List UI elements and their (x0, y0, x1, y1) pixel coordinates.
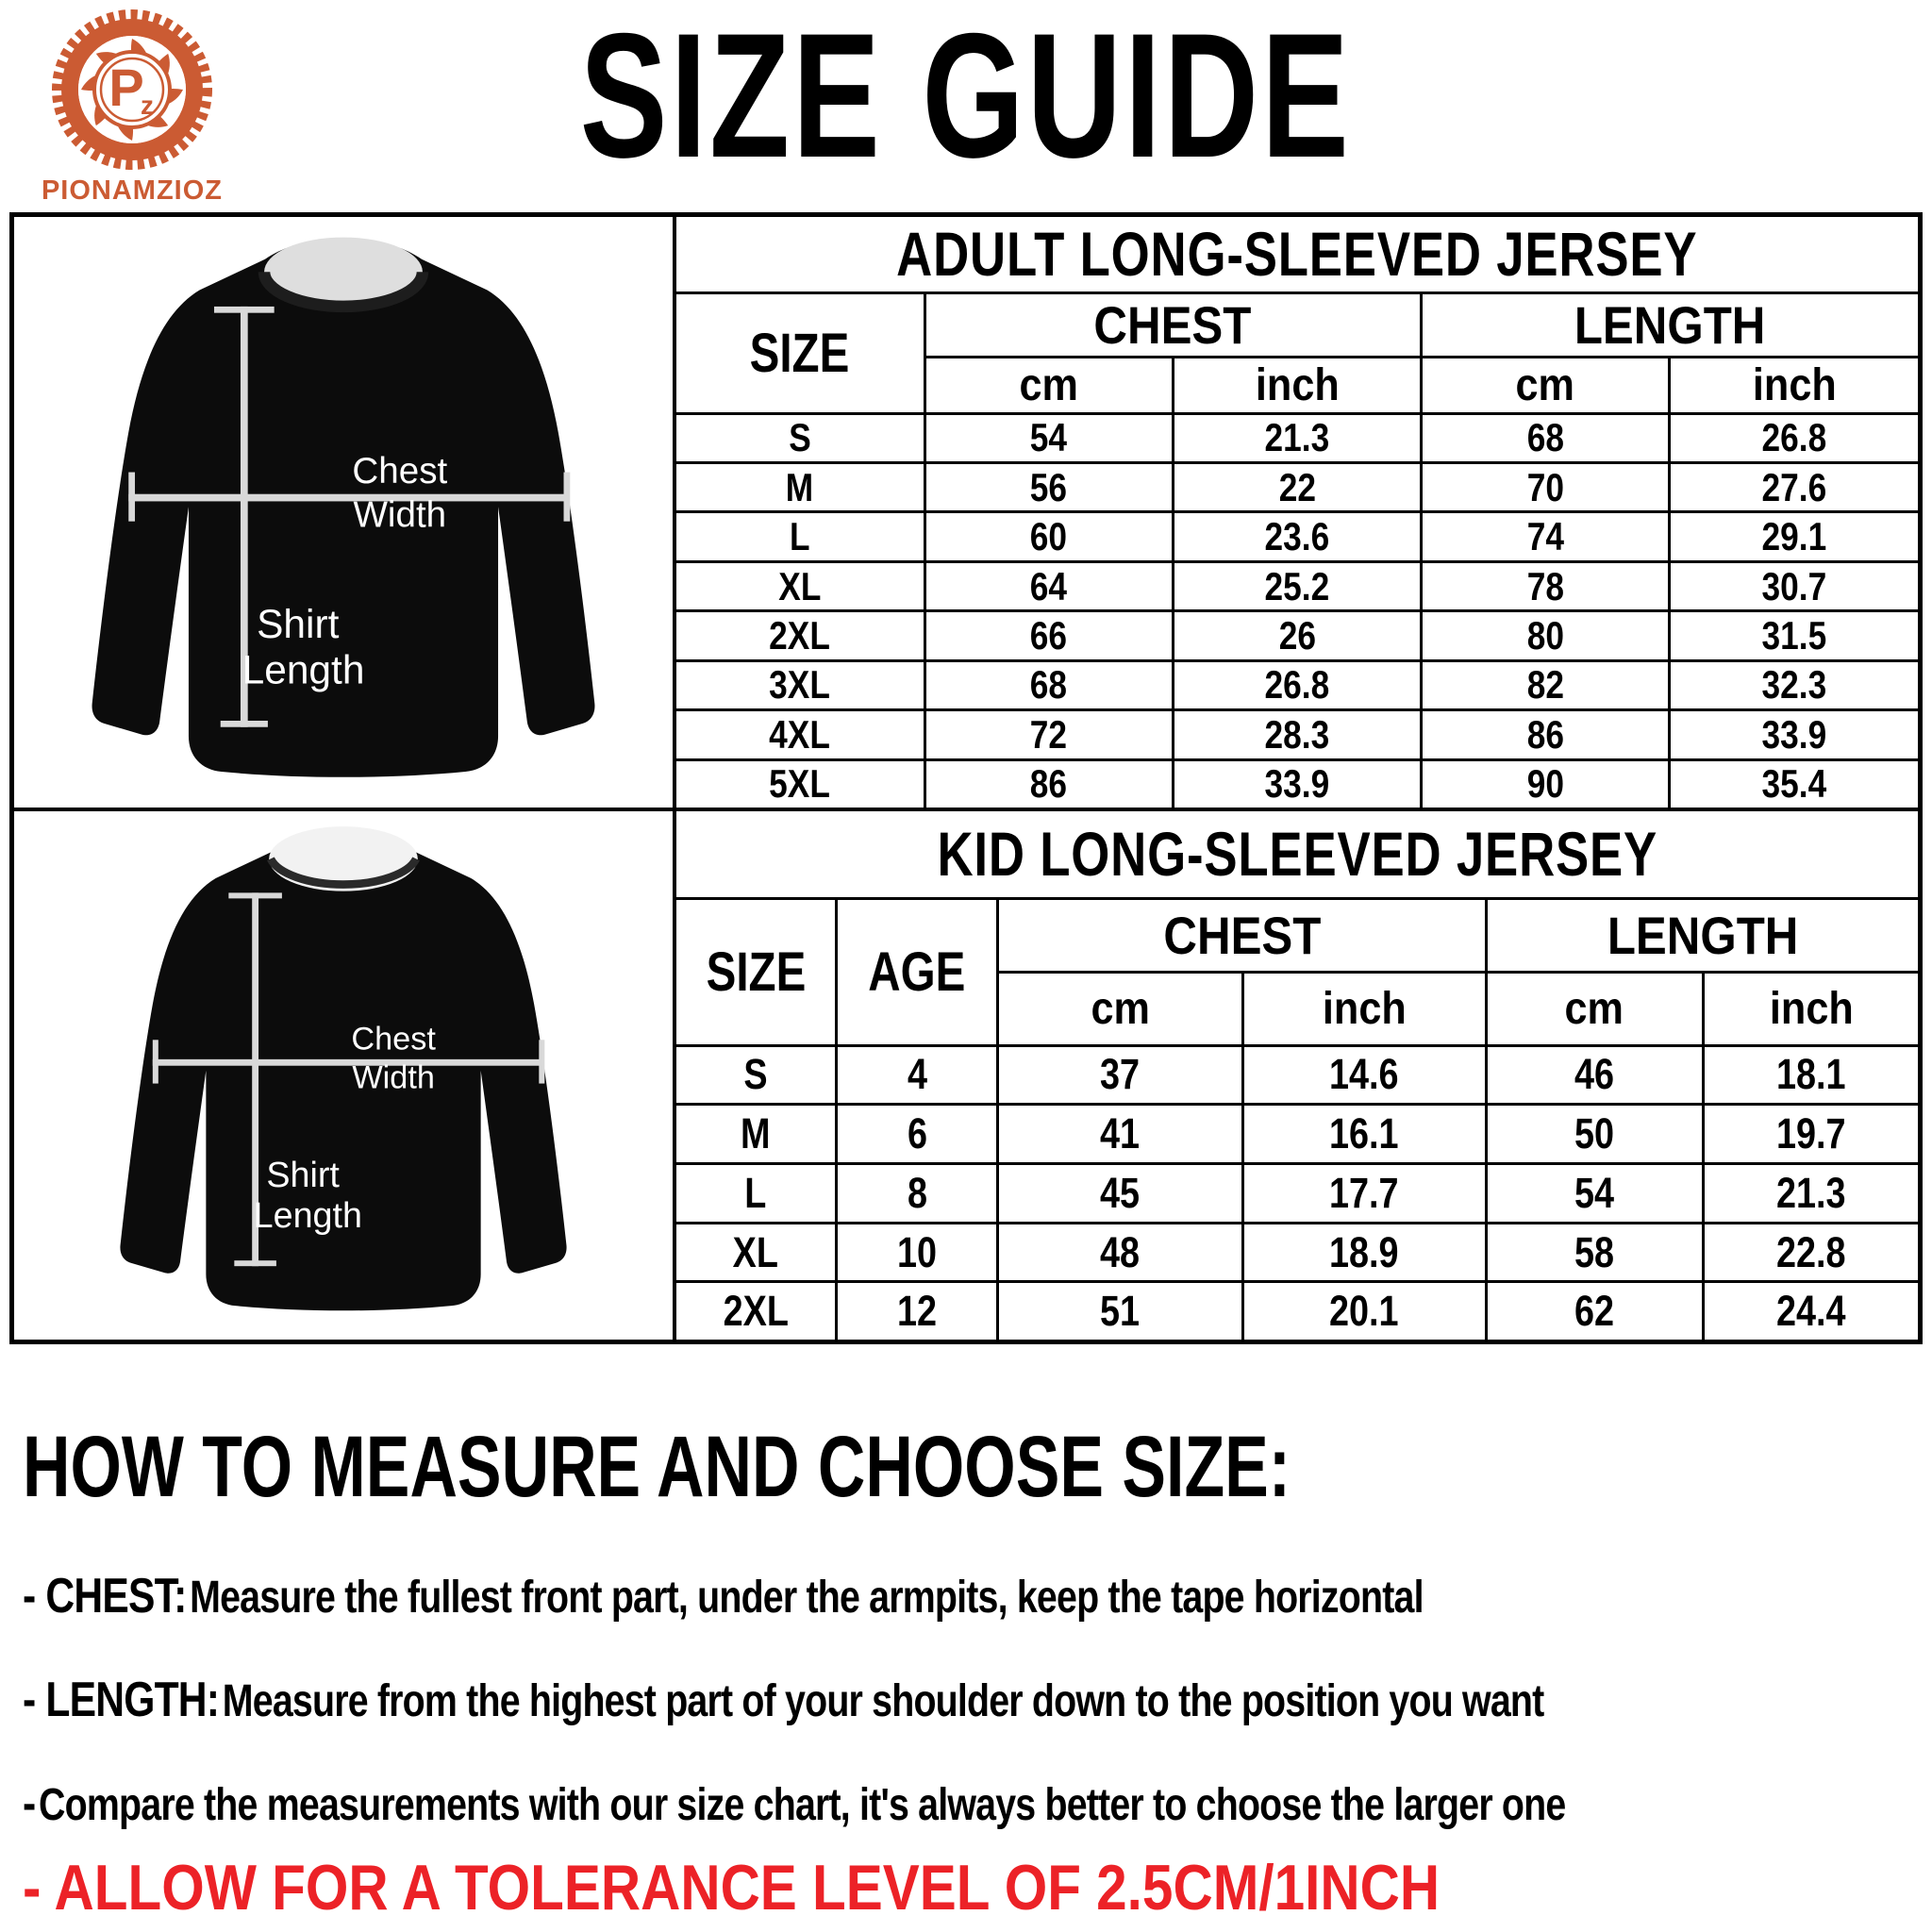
kid-table-area (676, 811, 1918, 1340)
table-row: 5XL 86 33.9 90 35.4 (676, 759, 1918, 808)
logo-letter-z: z (141, 91, 154, 120)
brand-name: PIONAMZIOZ (41, 175, 224, 206)
adult-table-area (676, 217, 1918, 811)
table-row: M 56 22 70 27.6 (676, 462, 1918, 511)
instruction-text: Compare the measurements with our size chart, it's always better to choose the larger one (39, 1780, 1566, 1830)
instruction-label: - CHEST: (23, 1569, 187, 1624)
table-row: 2XL 12 51 20.1 62 24.4 (676, 1282, 1918, 1340)
shirt-length-label: Shirt (266, 1155, 340, 1195)
unit-header-cm: cm (1422, 357, 1670, 413)
svg-text:Length: Length (253, 1195, 362, 1236)
instruction-text: Measure the fullest front part, under the armpits, keep the tape horizontal (190, 1573, 1424, 1623)
table-row: L 60 23.6 74 29.1 (676, 512, 1918, 561)
tables-column (676, 217, 1918, 1340)
tolerance-note: - ALLOW FOR A TOLERANCE LEVEL OF 2.5CM/1INCH (23, 1852, 1441, 1924)
column-header-chest: CHEST (998, 898, 1486, 972)
instruction-label: - (23, 1776, 36, 1831)
column-header-length: LENGTH (1422, 292, 1918, 357)
instruction-label: - LENGTH: (23, 1673, 220, 1727)
table-row: S 54 21.3 68 26.8 (676, 413, 1918, 462)
unit-header-inch: inch (1173, 357, 1421, 413)
unit-header-cm: cm (1486, 972, 1703, 1045)
kid-shirt-diagram (14, 811, 673, 1340)
table-row: 2XL 66 26 80 31.5 (676, 611, 1918, 660)
column-header-age: AGE (837, 898, 998, 1045)
unit-header-inch: inch (1670, 357, 1918, 413)
how-to-heading: HOW TO MEASURE AND CHOOSE SIZE: (23, 1419, 1291, 1515)
svg-text:Width: Width (353, 494, 447, 536)
unit-header-inch: inch (1703, 972, 1918, 1045)
adult-shirt-image (25, 226, 662, 798)
chest-width-label: Chest (351, 1021, 436, 1058)
table-row: S 4 37 14.6 46 18.1 (676, 1045, 1918, 1105)
kid-shirt-image (60, 822, 626, 1329)
adult-shirt-diagram (14, 217, 673, 811)
logo-letter-p: P (108, 58, 144, 117)
shirt-diagram-column (14, 217, 676, 1340)
chest-width-label: Chest (352, 451, 448, 492)
shirt-length-label: Shirt (257, 602, 340, 647)
table-row: 4XL 72 28.3 86 33.9 (676, 710, 1918, 759)
svg-text:Width: Width (352, 1059, 435, 1096)
table-row: 3XL 68 26.8 82 32.3 (676, 660, 1918, 709)
kid-size-table (676, 811, 1918, 1340)
measure-instruction-chest (23, 1568, 1731, 1624)
unit-header-inch: inch (1242, 972, 1486, 1045)
table-row: M 6 41 16.1 50 19.7 (676, 1105, 1918, 1164)
page-title: SIZE GUIDE (579, 0, 1353, 194)
svg-text:Length: Length (242, 647, 365, 692)
column-header-size: SIZE (676, 898, 837, 1045)
adult-table-title: ADULT LONG-SLEEVED JERSEY (676, 217, 1918, 292)
unit-header-cm: cm (924, 357, 1173, 413)
instruction-text: Measure from the highest part of your shoulder down to the position you want (222, 1676, 1544, 1726)
column-header-length: LENGTH (1486, 898, 1918, 972)
table-row: XL 10 48 18.9 58 22.8 (676, 1223, 1918, 1282)
size-guide-box (9, 212, 1923, 1344)
column-header-size: SIZE (676, 292, 924, 413)
kid-table-title: KID LONG-SLEEVED JERSEY (676, 811, 1918, 898)
measure-instruction-compare (23, 1775, 1904, 1832)
table-row: L 8 45 17.7 54 21.3 (676, 1163, 1918, 1223)
column-header-chest: CHEST (924, 292, 1421, 357)
adult-size-table (676, 217, 1918, 808)
measure-instruction-length (23, 1672, 1877, 1728)
unit-header-cm: cm (998, 972, 1242, 1045)
table-row: XL 64 25.2 78 30.7 (676, 561, 1918, 610)
